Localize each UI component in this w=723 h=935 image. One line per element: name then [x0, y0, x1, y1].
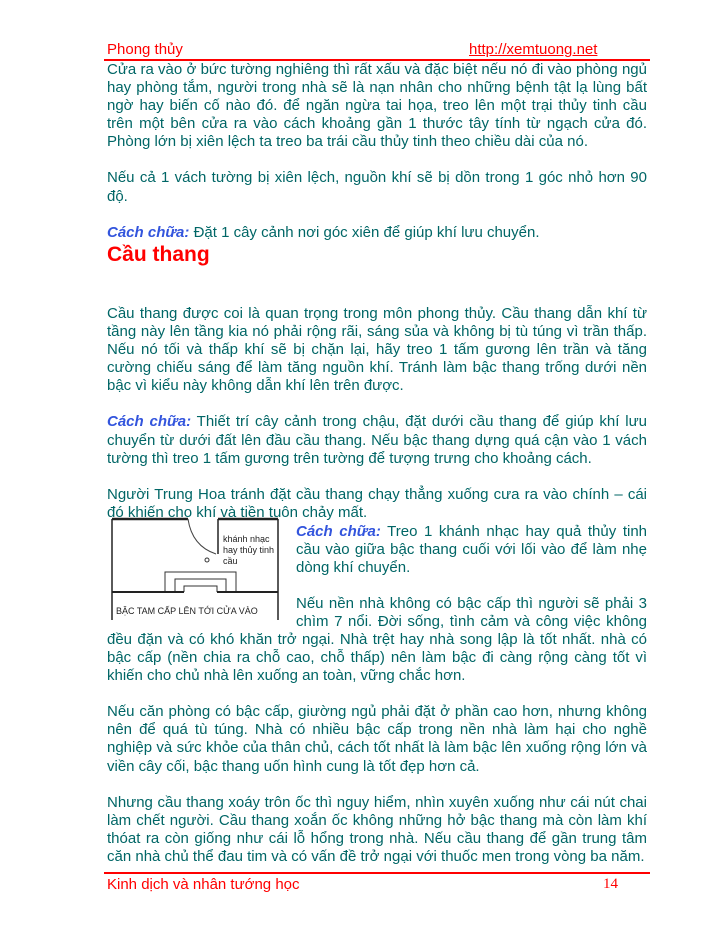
intro-paragraph-2: Nếu cả 1 vách tường bị xiên lệch, nguồn khí sẽ bị dồn trong 1 góc nhỏ hơn 90 độ. [107, 169, 647, 205]
header-link[interactable]: http://xemtuong.net [469, 41, 598, 58]
stairs-diagram [110, 516, 282, 620]
chime-label-line2: hay thủy tinh [223, 545, 275, 555]
stairs-paragraph-2: Người Trung Hoa tránh đặt cầu thang chạy thẳng xuống cưa ra vào chính – cái đó khiến cho khí và tiền tuôn chảy mất. [107, 485, 647, 521]
fix-label: Cách chữa: [107, 223, 190, 241]
stairs-paragraph-5: Nhưng cầu thang xoáy trôn ốc thì nguy hiểm, nhìn xuyên xuống như cái nút chai làm chết người. Cầu thang xoắn ốc không những hở bậc thang mà còn làm khí thóat ra còn giống như cái lỗ hổng trong nhà. Nếu cầu thang để gần trung tâm căn nhà chủ thể đau tim và có vấn đề trở ngại với thuốc men trong vòng ba năm. [107, 793, 647, 865]
stairs-paragraph-3-rest: đều đặn và có khó khăn trở ngại. Nhà trệt hay nhà song lập là tốt nhất. nhà có bậc cấp (nền chia ra chỗ cao, chỗ thấp) nên làm bậc đi càng rộng càng tốt vì khiến cho chủ nhà lên xuống an toàn, vững chắc hơn. [107, 631, 647, 685]
floor-plan-drawing [110, 516, 282, 620]
intro-fix [107, 224, 647, 242]
stairs-paragraph-3-start: Nếu nền nhà không có bậc cấp thì người sẽ phải 3 chìm 7 nổi. Đời sống, tình cảm và công việc không [296, 595, 647, 631]
stairs-paragraph-1: Cầu thang được coi là quan trọng trong môn phong thủy. Cầu thang dẫn khí từ tầng này lên tầng kia nó phải rộng rãi, sáng sủa và không bị tù túng vì trần thấp. Nếu nó tối và thấp khí sẽ bị chặn lại, hãy treo 1 tấm gương lên trần và tăng cường chiếu sáng để làm tăng nguồn khí. Tránh làm bậc thang trống dưới nền bậc vì kiểu này không dẫn khí lên trên được. [107, 305, 647, 395]
footer-divider [104, 872, 650, 874]
footer-title: Kinh dịch và nhân tướng học [107, 876, 300, 893]
stairs-fix-2 [296, 523, 647, 577]
intro-paragraph: Cửa ra vào ở bức tường nghiêng thì rất xấu và đặc biệt nếu nó đi vào phòng ngủ hay phòng tắm, người trong nhà sẽ là nạn nhân cho những bệnh tật lạ lùng bất ngờ hay biến cố nào đó. để ngăn ngừa tai họa, treo lên một trại thủy tinh cầu trên một bên cửa ra vào cách khoảng gần 1 thước tây tính từ ngạch cửa đó. Phòng lớn bị xiên lệch ta treo ba trái cầu thủy tinh theo chiều dài của nó. [107, 61, 647, 151]
fix-text: Treo 1 khánh nhạc hay quả thủy tinh cầu vào giữa bậc thang cuối với lối vào để làm nhẹ dòng khí chuyển. [296, 523, 648, 577]
fix-text: Đặt 1 cây cảnh nơi góc xiên để giúp khí lưu chuyển. [189, 223, 540, 241]
fix-text: Thiết trí cây cảnh trong chậu, đặt dưới cầu thang để giúp khí lưu chuyển từ dưới đất lên đầu cầu thang. Nếu bậc thang dựng quá cận vào 1 vách tường thì treo 1 tấm gương trên tường để tượng trưng cho khoảng cách. [107, 413, 647, 467]
page-header [107, 41, 650, 61]
fix-label: Cách chữa: [296, 523, 381, 540]
header-title: Phong thủy [107, 41, 183, 58]
stairs-fix-1 [107, 413, 647, 467]
fix-label: Cách chữa: [107, 413, 192, 431]
chime-label-line1: khánh nhạc [223, 534, 270, 544]
chime-label-line3: cầu [223, 556, 238, 566]
stairs-paragraph-4: Nếu căn phòng có bậc cấp, giường ngủ phải đặt ở phần cao hơn, nhưng không nên để quá tù túng. Nhà có nhiều bậc cấp trong nền nhà làm hại cho nghề nghiệp và sức khỏe của thân chủ, cách tốt nhất là làm bậc lên xuống rộng lớn và viền cây cối, bậc thang uốn hình cung là tốt đẹp hơn cả. [107, 703, 647, 775]
diagram-caption: BẬC TAM CẤP LÊN TỚI CỬA VÀO [116, 606, 258, 616]
page-number: 14 [603, 876, 618, 892]
stairs-continued-block [107, 631, 647, 866]
section-title: Cầu thang [107, 243, 210, 266]
intro-block [107, 61, 647, 242]
side-text-block [296, 523, 647, 631]
stairs-block [107, 305, 647, 522]
